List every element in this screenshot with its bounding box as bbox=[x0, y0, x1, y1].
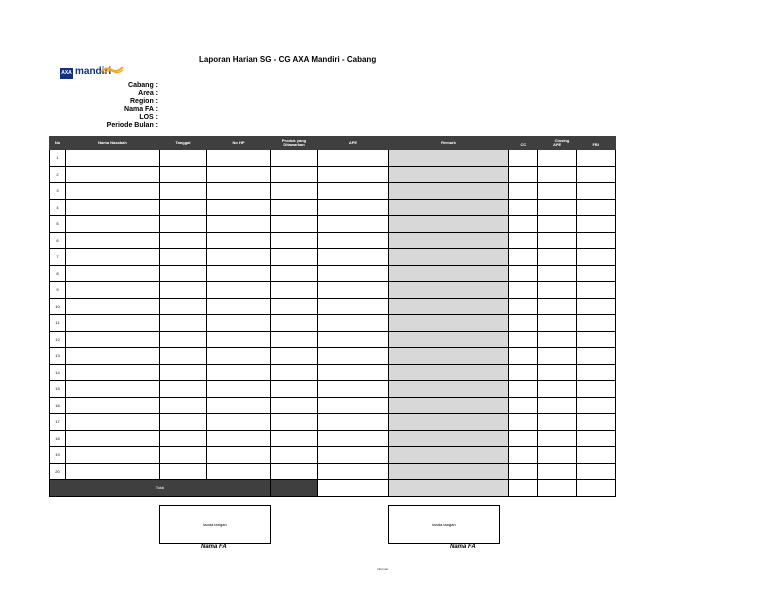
tanggal-cell[interactable] bbox=[160, 381, 207, 398]
no-hp-cell[interactable] bbox=[207, 331, 271, 348]
fbi-cell[interactable] bbox=[577, 265, 616, 282]
no-hp-cell[interactable] bbox=[207, 199, 271, 216]
fbi-cell[interactable] bbox=[577, 381, 616, 398]
tanggal-cell[interactable] bbox=[160, 414, 207, 431]
no-hp-cell[interactable] bbox=[207, 216, 271, 233]
tanggal-cell[interactable] bbox=[160, 348, 207, 365]
ape-cell[interactable] bbox=[318, 199, 389, 216]
remark-cell[interactable] bbox=[389, 183, 509, 200]
remark-cell[interactable] bbox=[389, 381, 509, 398]
total-row bbox=[50, 480, 616, 497]
nama-nasabah-cell[interactable] bbox=[66, 348, 160, 365]
no-hp-cell[interactable] bbox=[207, 381, 271, 398]
row-number: 9 bbox=[50, 282, 66, 299]
produk-cell[interactable] bbox=[271, 348, 318, 365]
mandiri-wave-icon bbox=[100, 66, 124, 74]
remark-cell[interactable] bbox=[389, 150, 509, 167]
header-tanggal: Tanggal bbox=[160, 137, 207, 150]
ape-cell[interactable] bbox=[318, 249, 389, 266]
ape-cell[interactable] bbox=[318, 381, 389, 398]
cc-cell[interactable] bbox=[509, 298, 538, 315]
cc-cell[interactable] bbox=[509, 216, 538, 233]
nama-nasabah-cell[interactable] bbox=[66, 249, 160, 266]
no-hp-cell[interactable] bbox=[207, 397, 271, 414]
tanggal-cell[interactable] bbox=[160, 150, 207, 167]
nama-nasabah-cell[interactable] bbox=[66, 199, 160, 216]
tanggal-cell[interactable] bbox=[160, 232, 207, 249]
tanggal-cell[interactable] bbox=[160, 199, 207, 216]
produk-cell[interactable] bbox=[271, 282, 318, 299]
tanggal-cell[interactable] bbox=[160, 315, 207, 332]
produk-cell[interactable] bbox=[271, 216, 318, 233]
ape-cell[interactable] bbox=[318, 265, 389, 282]
table-row bbox=[50, 183, 616, 200]
row-number: 19 bbox=[50, 447, 66, 464]
nama-nasabah-cell[interactable] bbox=[66, 331, 160, 348]
cc-cell[interactable] bbox=[509, 430, 538, 447]
no-hp-cell[interactable] bbox=[207, 183, 271, 200]
axa-mandiri-logo bbox=[60, 66, 124, 80]
cc-cell[interactable] bbox=[509, 463, 538, 480]
nama-nasabah-cell[interactable] bbox=[66, 430, 160, 447]
fbi-cell[interactable] bbox=[577, 199, 616, 216]
total-remark-cell bbox=[389, 480, 509, 497]
produk-cell[interactable] bbox=[271, 265, 318, 282]
cc-cell[interactable] bbox=[509, 331, 538, 348]
remark-cell[interactable] bbox=[389, 199, 509, 216]
nama-nasabah-cell[interactable] bbox=[66, 150, 160, 167]
cc-cell[interactable] bbox=[509, 232, 538, 249]
header-closing-fbi: FBI bbox=[592, 142, 599, 147]
table-row bbox=[50, 282, 616, 299]
row-number: 17 bbox=[50, 414, 66, 431]
signature-name-left: Nama FA bbox=[201, 544, 227, 550]
nama-nasabah-cell[interactable] bbox=[66, 265, 160, 282]
row-number: 5 bbox=[50, 216, 66, 233]
row-number: 10 bbox=[50, 298, 66, 315]
table-row bbox=[50, 265, 616, 282]
closing-ape-cell[interactable] bbox=[538, 364, 577, 381]
cc-cell[interactable] bbox=[509, 150, 538, 167]
field-cabang: Cabang : bbox=[128, 82, 158, 89]
ape-cell[interactable] bbox=[318, 183, 389, 200]
produk-cell[interactable] bbox=[271, 430, 318, 447]
produk-cell[interactable] bbox=[271, 397, 318, 414]
nama-nasabah-cell[interactable] bbox=[66, 414, 160, 431]
ape-cell[interactable] bbox=[318, 364, 389, 381]
fbi-cell[interactable] bbox=[577, 348, 616, 365]
nama-nasabah-cell[interactable] bbox=[66, 463, 160, 480]
fbi-cell[interactable] bbox=[577, 315, 616, 332]
closing-ape-cell[interactable] bbox=[538, 282, 577, 299]
table-row bbox=[50, 364, 616, 381]
tanggal-cell[interactable] bbox=[160, 265, 207, 282]
table-row bbox=[50, 166, 616, 183]
nama-nasabah-cell[interactable] bbox=[66, 397, 160, 414]
header-no-hp: No HP bbox=[207, 137, 271, 150]
remark-cell[interactable] bbox=[389, 282, 509, 299]
row-number: 12 bbox=[50, 331, 66, 348]
field-nama-fa: Nama FA : bbox=[124, 106, 158, 113]
signature-box-left[interactable]: tanda tangan bbox=[159, 505, 271, 544]
ape-cell[interactable] bbox=[318, 348, 389, 365]
cc-cell[interactable] bbox=[509, 364, 538, 381]
total-fbi-cell[interactable] bbox=[577, 480, 616, 497]
header-closing-ape: APE bbox=[552, 142, 562, 147]
cc-cell[interactable] bbox=[509, 166, 538, 183]
table-row bbox=[50, 150, 616, 167]
report-table bbox=[49, 136, 616, 497]
remark-cell[interactable] bbox=[389, 298, 509, 315]
produk-cell[interactable] bbox=[271, 447, 318, 464]
signature-name-right: Nama FA bbox=[450, 544, 476, 550]
fbi-cell[interactable] bbox=[577, 216, 616, 233]
row-number: 8 bbox=[50, 265, 66, 282]
cc-cell[interactable] bbox=[509, 282, 538, 299]
remark-cell[interactable] bbox=[389, 166, 509, 183]
row-number: 15 bbox=[50, 381, 66, 398]
tanggal-cell[interactable] bbox=[160, 249, 207, 266]
nama-nasabah-cell[interactable] bbox=[66, 282, 160, 299]
remark-cell[interactable] bbox=[389, 447, 509, 464]
table-row bbox=[50, 381, 616, 398]
footer-note: Informal bbox=[377, 567, 388, 571]
total-ape-cell[interactable] bbox=[318, 480, 389, 497]
produk-cell[interactable] bbox=[271, 463, 318, 480]
ape-cell[interactable] bbox=[318, 414, 389, 431]
no-hp-cell[interactable] bbox=[207, 315, 271, 332]
no-hp-cell[interactable] bbox=[207, 166, 271, 183]
tanggal-cell[interactable] bbox=[160, 166, 207, 183]
cc-cell[interactable] bbox=[509, 199, 538, 216]
header-produk: Produk yang Ditawarkan bbox=[271, 137, 318, 150]
closing-ape-cell[interactable] bbox=[538, 430, 577, 447]
ape-cell[interactable] bbox=[318, 216, 389, 233]
ape-cell[interactable] bbox=[318, 397, 389, 414]
no-hp-cell[interactable] bbox=[207, 249, 271, 266]
cc-cell[interactable] bbox=[509, 447, 538, 464]
table-row bbox=[50, 315, 616, 332]
remark-cell[interactable] bbox=[389, 331, 509, 348]
tanggal-cell[interactable] bbox=[160, 463, 207, 480]
row-number: 6 bbox=[50, 232, 66, 249]
ape-cell[interactable] bbox=[318, 430, 389, 447]
row-number: 7 bbox=[50, 249, 66, 266]
tanggal-cell[interactable] bbox=[160, 447, 207, 464]
remark-cell[interactable] bbox=[389, 463, 509, 480]
field-area: Area : bbox=[138, 90, 158, 97]
cc-cell[interactable] bbox=[509, 183, 538, 200]
nama-nasabah-cell[interactable] bbox=[66, 216, 160, 233]
remark-cell[interactable] bbox=[389, 348, 509, 365]
total-closing-ape-cell[interactable] bbox=[538, 480, 577, 497]
fbi-cell[interactable] bbox=[577, 463, 616, 480]
no-hp-cell[interactable] bbox=[207, 298, 271, 315]
row-number: 4 bbox=[50, 199, 66, 216]
closing-ape-cell[interactable] bbox=[538, 232, 577, 249]
tanggal-cell[interactable] bbox=[160, 298, 207, 315]
tanggal-cell[interactable] bbox=[160, 331, 207, 348]
axa-logo-box: AXA bbox=[60, 68, 73, 79]
no-hp-cell[interactable] bbox=[207, 150, 271, 167]
produk-cell[interactable] bbox=[271, 331, 318, 348]
fbi-cell[interactable] bbox=[577, 397, 616, 414]
remark-cell[interactable] bbox=[389, 249, 509, 266]
nama-nasabah-cell[interactable] bbox=[66, 364, 160, 381]
produk-cell[interactable] bbox=[271, 199, 318, 216]
no-hp-cell[interactable] bbox=[207, 282, 271, 299]
nama-nasabah-cell[interactable] bbox=[66, 298, 160, 315]
remark-cell[interactable] bbox=[389, 315, 509, 332]
tanggal-cell[interactable] bbox=[160, 282, 207, 299]
produk-cell[interactable] bbox=[271, 166, 318, 183]
cc-cell[interactable] bbox=[509, 414, 538, 431]
table-header-row bbox=[50, 137, 616, 150]
closing-ape-cell[interactable] bbox=[538, 447, 577, 464]
no-hp-cell[interactable] bbox=[207, 463, 271, 480]
ape-cell[interactable] bbox=[318, 315, 389, 332]
ape-cell[interactable] bbox=[318, 298, 389, 315]
closing-ape-cell[interactable] bbox=[538, 249, 577, 266]
mandiri-wordmark: mandiri bbox=[75, 66, 112, 77]
fbi-cell[interactable] bbox=[577, 183, 616, 200]
no-hp-cell[interactable] bbox=[207, 348, 271, 365]
table-row bbox=[50, 397, 616, 414]
fbi-cell[interactable] bbox=[577, 249, 616, 266]
closing-ape-cell[interactable] bbox=[538, 183, 577, 200]
row-number: 2 bbox=[50, 166, 66, 183]
header-no: No bbox=[50, 137, 66, 150]
closing-ape-cell[interactable] bbox=[538, 397, 577, 414]
no-hp-cell[interactable] bbox=[207, 430, 271, 447]
remark-cell[interactable] bbox=[389, 216, 509, 233]
tanggal-cell[interactable] bbox=[160, 216, 207, 233]
cc-cell[interactable] bbox=[509, 265, 538, 282]
no-hp-cell[interactable] bbox=[207, 364, 271, 381]
cc-cell[interactable] bbox=[509, 348, 538, 365]
nama-nasabah-cell[interactable] bbox=[66, 447, 160, 464]
header-ape: APE bbox=[318, 137, 389, 150]
ape-cell[interactable] bbox=[318, 463, 389, 480]
total-produk-cell bbox=[271, 480, 318, 497]
nama-nasabah-cell[interactable] bbox=[66, 183, 160, 200]
table-row bbox=[50, 249, 616, 266]
fbi-cell[interactable] bbox=[577, 150, 616, 167]
table-row bbox=[50, 430, 616, 447]
header-nama-nasabah: Nama Nasabah bbox=[66, 137, 160, 150]
table-row bbox=[50, 298, 616, 315]
closing-ape-cell[interactable] bbox=[538, 216, 577, 233]
remark-cell[interactable] bbox=[389, 397, 509, 414]
row-number: 1 bbox=[50, 150, 66, 167]
nama-nasabah-cell[interactable] bbox=[66, 381, 160, 398]
nama-nasabah-cell[interactable] bbox=[66, 166, 160, 183]
ape-cell[interactable] bbox=[318, 150, 389, 167]
no-hp-cell[interactable] bbox=[207, 265, 271, 282]
closing-ape-cell[interactable] bbox=[538, 331, 577, 348]
field-region: Region : bbox=[130, 98, 158, 105]
ape-cell[interactable] bbox=[318, 282, 389, 299]
fbi-cell[interactable] bbox=[577, 232, 616, 249]
fbi-cell[interactable] bbox=[577, 447, 616, 464]
tanggal-cell[interactable] bbox=[160, 183, 207, 200]
table-row bbox=[50, 199, 616, 216]
remark-cell[interactable] bbox=[389, 430, 509, 447]
closing-ape-cell[interactable] bbox=[538, 348, 577, 365]
no-hp-cell[interactable] bbox=[207, 447, 271, 464]
row-number: 16 bbox=[50, 397, 66, 414]
remark-cell[interactable] bbox=[389, 232, 509, 249]
table-row bbox=[50, 463, 616, 480]
produk-cell[interactable] bbox=[271, 232, 318, 249]
table-row bbox=[50, 414, 616, 431]
fbi-cell[interactable] bbox=[577, 331, 616, 348]
report-title: Laporan Harian SG - CG AXA Mandiri - Cabang bbox=[199, 55, 377, 64]
closing-ape-cell[interactable] bbox=[538, 381, 577, 398]
row-number: 20 bbox=[50, 463, 66, 480]
table-row bbox=[50, 447, 616, 464]
produk-cell[interactable] bbox=[271, 249, 318, 266]
closing-ape-cell[interactable] bbox=[538, 414, 577, 431]
tanggal-cell[interactable] bbox=[160, 364, 207, 381]
produk-cell[interactable] bbox=[271, 414, 318, 431]
table-row bbox=[50, 216, 616, 233]
row-number: 13 bbox=[50, 348, 66, 365]
tanggal-cell[interactable] bbox=[160, 397, 207, 414]
produk-cell[interactable] bbox=[271, 298, 318, 315]
header-remark: Remark bbox=[389, 137, 509, 150]
closing-ape-cell[interactable] bbox=[538, 150, 577, 167]
table-row bbox=[50, 331, 616, 348]
cc-cell[interactable] bbox=[509, 249, 538, 266]
remark-cell[interactable] bbox=[389, 364, 509, 381]
nama-nasabah-cell[interactable] bbox=[66, 232, 160, 249]
produk-cell[interactable] bbox=[271, 315, 318, 332]
nama-nasabah-cell[interactable] bbox=[66, 315, 160, 332]
signature-box-right[interactable]: tanda tangan bbox=[388, 505, 500, 544]
ape-cell[interactable] bbox=[318, 331, 389, 348]
header-closing-label: Closing bbox=[554, 138, 570, 143]
total-label: Total bbox=[50, 480, 271, 497]
ape-cell[interactable] bbox=[318, 166, 389, 183]
closing-ape-cell[interactable] bbox=[538, 265, 577, 282]
tanggal-cell[interactable] bbox=[160, 430, 207, 447]
field-periode-bulan: Periode Bulan : bbox=[106, 122, 158, 129]
header-closing-cc: CC bbox=[520, 142, 527, 147]
produk-cell[interactable] bbox=[271, 150, 318, 167]
fbi-cell[interactable] bbox=[577, 364, 616, 381]
fbi-cell[interactable] bbox=[577, 282, 616, 299]
remark-cell[interactable] bbox=[389, 414, 509, 431]
fbi-cell[interactable] bbox=[577, 298, 616, 315]
closing-ape-cell[interactable] bbox=[538, 166, 577, 183]
total-cc-cell[interactable] bbox=[509, 480, 538, 497]
ape-cell[interactable] bbox=[318, 447, 389, 464]
remark-cell[interactable] bbox=[389, 265, 509, 282]
fbi-cell[interactable] bbox=[577, 414, 616, 431]
row-number: 3 bbox=[50, 183, 66, 200]
ape-cell[interactable] bbox=[318, 232, 389, 249]
closing-ape-cell[interactable] bbox=[538, 315, 577, 332]
fbi-cell[interactable] bbox=[577, 166, 616, 183]
no-hp-cell[interactable] bbox=[207, 232, 271, 249]
closing-ape-cell[interactable] bbox=[538, 463, 577, 480]
table-row bbox=[50, 232, 616, 249]
no-hp-cell[interactable] bbox=[207, 414, 271, 431]
cc-cell[interactable] bbox=[509, 315, 538, 332]
report-fields bbox=[100, 82, 158, 130]
row-number: 18 bbox=[50, 430, 66, 447]
cc-cell[interactable] bbox=[509, 381, 538, 398]
fbi-cell[interactable] bbox=[577, 430, 616, 447]
cc-cell[interactable] bbox=[509, 397, 538, 414]
produk-cell[interactable] bbox=[271, 364, 318, 381]
produk-cell[interactable] bbox=[271, 381, 318, 398]
row-number: 11 bbox=[50, 315, 66, 332]
header-closing bbox=[509, 137, 616, 150]
closing-ape-cell[interactable] bbox=[538, 199, 577, 216]
field-los: LOS : bbox=[139, 114, 158, 121]
produk-cell[interactable] bbox=[271, 183, 318, 200]
closing-ape-cell[interactable] bbox=[538, 298, 577, 315]
row-number: 14 bbox=[50, 364, 66, 381]
table-row bbox=[50, 348, 616, 365]
